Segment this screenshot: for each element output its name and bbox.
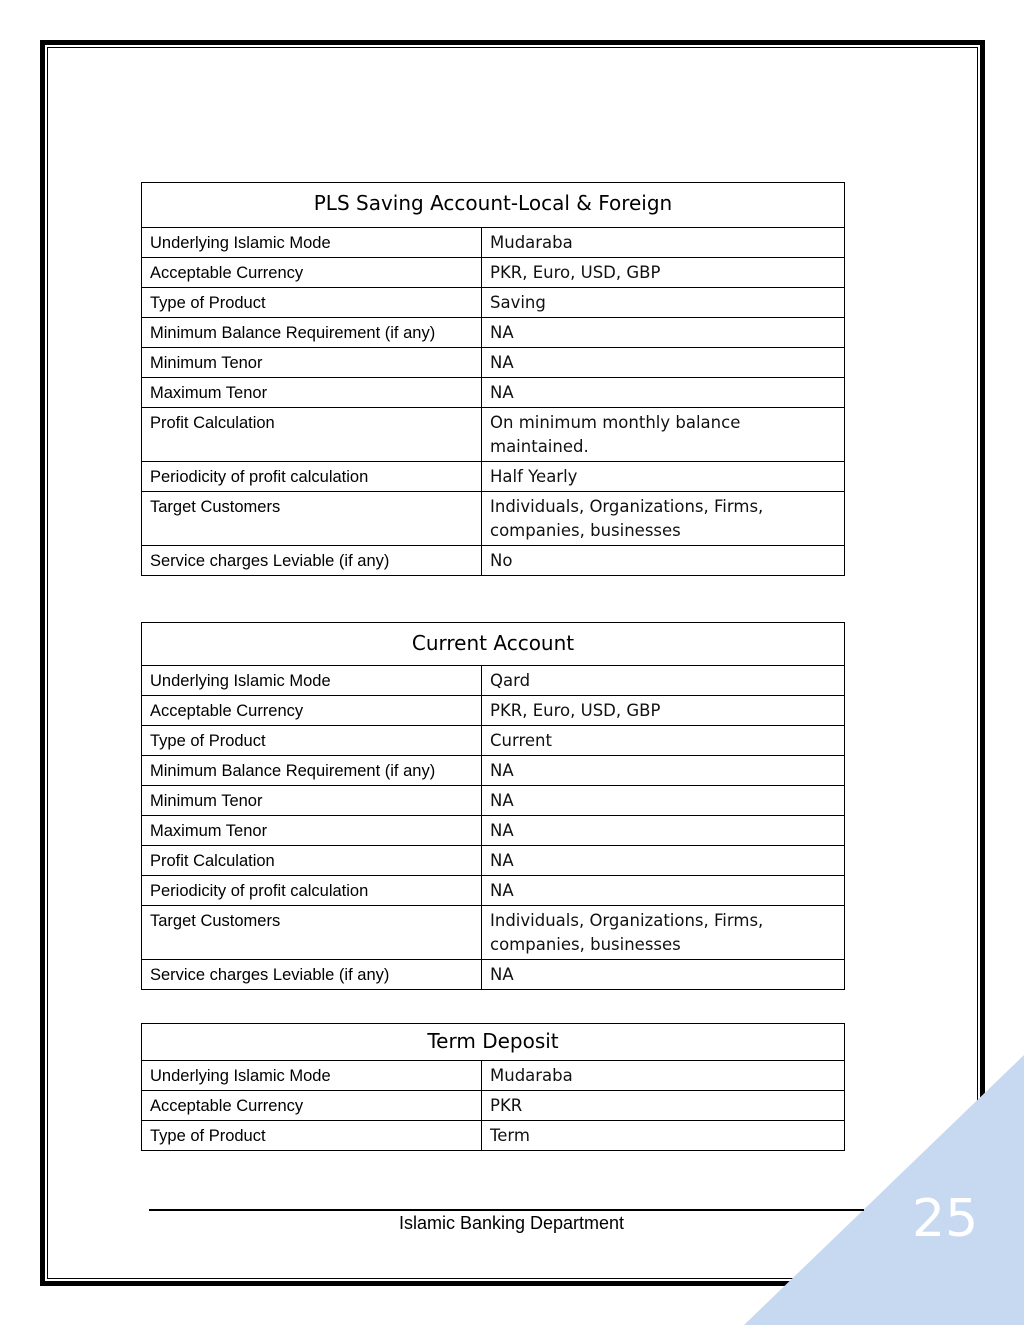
table-row (142, 816, 845, 846)
row-value: Half Yearly (482, 462, 845, 492)
table-row (142, 318, 845, 348)
row-label: Minimum Tenor (142, 786, 482, 816)
table-row (142, 1121, 845, 1151)
row-value: Term (482, 1121, 845, 1151)
row-value: Individuals, Organizations, Firms, companies, businesses (482, 492, 845, 546)
row-value: Mudaraba (482, 1061, 845, 1091)
row-label: Profit Calculation (142, 408, 482, 462)
footer-department-name: Islamic Banking Department (398, 1213, 625, 1233)
row-label: Type of Product (142, 726, 482, 756)
row-label: Acceptable Currency (142, 696, 482, 726)
row-value: PKR, Euro, USD, GBP (482, 696, 845, 726)
table-row (142, 786, 845, 816)
row-value: PKR, Euro, USD, GBP (482, 258, 845, 288)
row-label: Periodicity of profit calculation (142, 462, 482, 492)
row-value: NA (482, 960, 845, 990)
table-row (142, 906, 845, 960)
row-value: No (482, 546, 845, 576)
row-value: Saving (482, 288, 845, 318)
row-label: Acceptable Currency (142, 1091, 482, 1121)
table-title: Current Account (142, 623, 845, 666)
row-label: Service charges Leviable (if any) (142, 960, 482, 990)
row-label: Type of Product (142, 1121, 482, 1151)
row-value: On minimum monthly balance maintained. (482, 408, 845, 462)
table-row (142, 288, 845, 318)
table-row (142, 228, 845, 258)
row-value: NA (482, 378, 845, 408)
term-deposit-table (141, 1023, 845, 1151)
row-label: Minimum Balance Requirement (if any) (142, 756, 482, 786)
row-label: Underlying Islamic Mode (142, 666, 482, 696)
table-row (142, 492, 845, 546)
row-label: Underlying Islamic Mode (142, 1061, 482, 1091)
footer-divider (149, 1209, 864, 1211)
row-label: Target Customers (142, 492, 482, 546)
table-row (142, 846, 845, 876)
row-value: PKR (482, 1091, 845, 1121)
table-row (142, 756, 845, 786)
table-title: Term Deposit (142, 1024, 845, 1061)
row-label: Profit Calculation (142, 846, 482, 876)
row-value: Individuals, Organizations, Firms, companies, businesses (482, 906, 845, 960)
row-label: Acceptable Currency (142, 258, 482, 288)
table-row (142, 960, 845, 990)
table-row (142, 462, 845, 492)
row-value: NA (482, 786, 845, 816)
row-value: Mudaraba (482, 228, 845, 258)
row-value: NA (482, 846, 845, 876)
row-label: Minimum Balance Requirement (if any) (142, 318, 482, 348)
row-value: NA (482, 876, 845, 906)
page-number: 25 (912, 1189, 979, 1249)
row-label: Service charges Leviable (if any) (142, 546, 482, 576)
table-row (142, 348, 845, 378)
current-account-table (141, 622, 845, 990)
row-label: Maximum Tenor (142, 378, 482, 408)
table-row (142, 378, 845, 408)
row-value: NA (482, 756, 845, 786)
pls-saving-account-table (141, 182, 845, 576)
table-row (142, 1061, 845, 1091)
table-row (142, 1091, 845, 1121)
table-row (142, 258, 845, 288)
row-value: NA (482, 348, 845, 378)
table-row (142, 546, 845, 576)
table-row (142, 726, 845, 756)
row-label: Target Customers (142, 906, 482, 960)
table-row (142, 408, 845, 462)
table-row (142, 876, 845, 906)
row-label: Maximum Tenor (142, 816, 482, 846)
table-row (142, 666, 845, 696)
row-label: Underlying Islamic Mode (142, 228, 482, 258)
row-label: Minimum Tenor (142, 348, 482, 378)
row-value: NA (482, 816, 845, 846)
table-title: PLS Saving Account-Local & Foreign (142, 183, 845, 228)
row-value: Current (482, 726, 845, 756)
table-row (142, 696, 845, 726)
row-label: Type of Product (142, 288, 482, 318)
row-value: Qard (482, 666, 845, 696)
row-label: Periodicity of profit calculation (142, 876, 482, 906)
row-value: NA (482, 318, 845, 348)
